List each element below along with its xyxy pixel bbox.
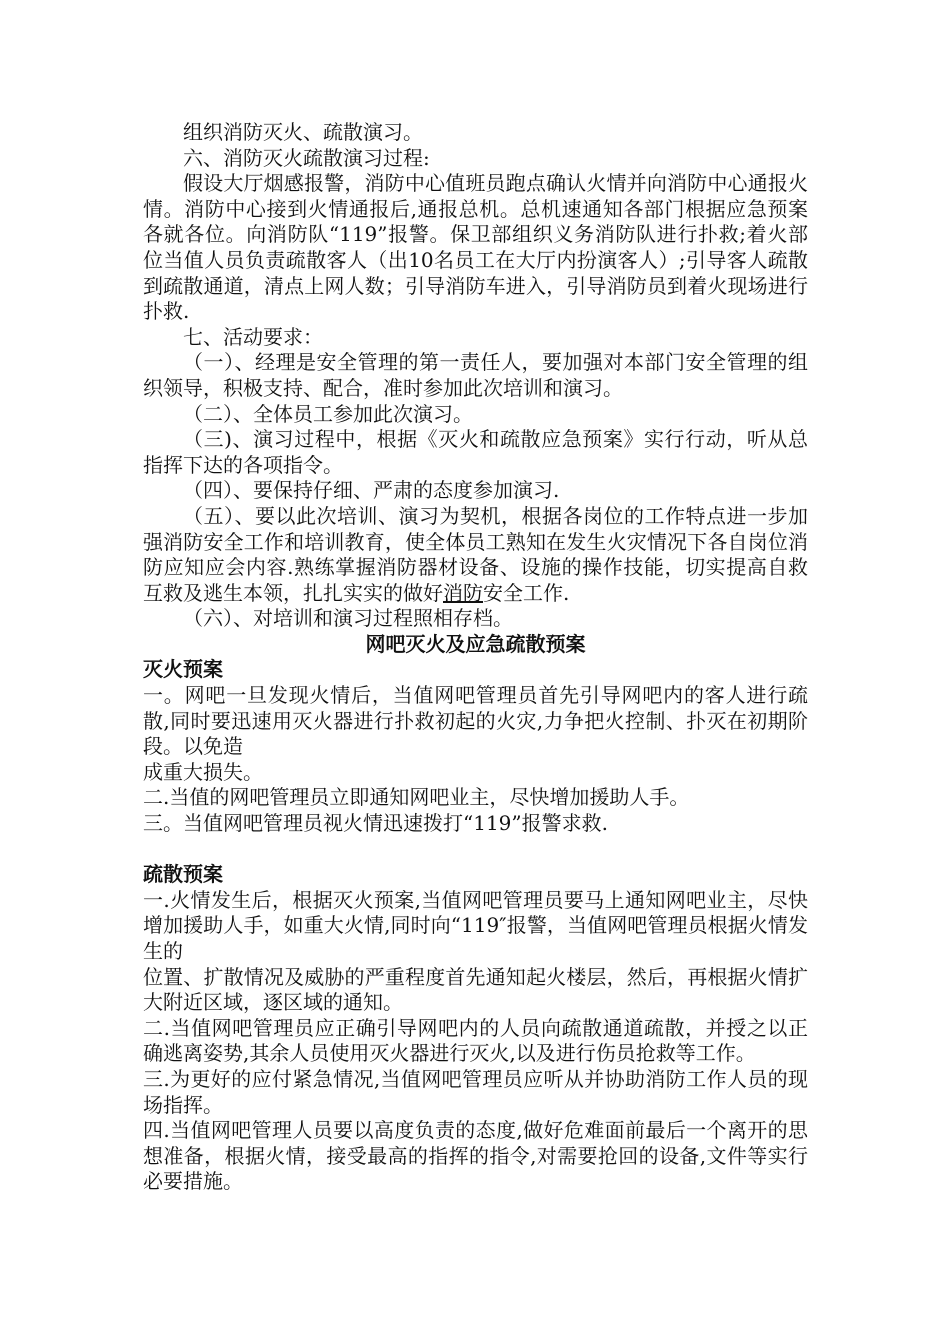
- fire-item-1: 一。网吧一旦发现火情后，当值网吧管理员首先引导网吧内的客人进行疏散,同时要迅速用灭火器进行扑救初起的火灾,力争把火控制、扑灭在初期阶段。以免造: [143, 683, 808, 759]
- plan-title: 网吧灭火及应急疏散预案: [365, 631, 586, 656]
- evac-item-1-continued: 位置、扩散情况及威胁的严重程度首先通知起火楼层，然后，再根据火情扩大附近区域，逐区域的通知。: [143, 964, 808, 1015]
- evacuation-plan-heading: 疏散预案: [143, 862, 223, 887]
- requirement-5-end: 安全工作.: [483, 580, 570, 605]
- requirement-5-underlined: 消防: [443, 580, 483, 605]
- fire-item-1-continued: 成重大损失。: [143, 759, 263, 784]
- requirement-5-text: （五）、要以此次培训、演习为契机，根据各岗位的工作特点进一步加强消防安全工作和培训教育，使全体员工熟知在发生火灾情况下各自岗位消防应知应会内容.熟练掌握消防器材设备、设施的操作技能，切实提高自救互救及逃生本领，扎扎实实的做好: [143, 503, 808, 605]
- fire-item-2: 二.当值的网吧管理员立即通知网吧业主，尽快增加援助人手。: [143, 785, 690, 810]
- requirement-4: （四）、要保持仔细、严肃的态度参加演习.: [183, 478, 560, 503]
- evac-item-3: 三.为更好的应付紧急情况,当值网吧管理员应听从并协助消防工作人员的现场指挥。: [143, 1066, 808, 1117]
- requirement-5: [143, 504, 808, 606]
- requirement-2: （二）、全体员工参加此次演习。: [183, 401, 473, 426]
- paragraph-drill-intro: 组织消防灭火、疏散演习。: [183, 120, 423, 144]
- fire-plan-heading: 灭火预案: [143, 657, 223, 682]
- section-six-heading: 六、消防灭火疏散演习过程:: [183, 145, 430, 170]
- paragraph-drill-process: 假设大厅烟感报警，消防中心值班员跑点确认火情并向消防中心通报火情。消防中心接到火情通报后,通报总机。总机速通知各部门根据应急预案各就各位。向消防队“119”报警。保卫部组织义务消防队进行扑救;着火部位当值人员负责疏散客人（出10名员工在大厅内扮演客人）;引导客人疏散到疏散通道，清点上网人数；引导消防车进入，引导消防员到着火现场进行扑救.: [143, 171, 808, 324]
- fire-item-3: 三。当值网吧管理员视火情迅速拨打“119”报警求救.: [143, 811, 608, 836]
- document-page: [143, 120, 808, 1195]
- section-seven-heading: 七、活动要求：: [183, 324, 323, 349]
- requirement-6: （六）、对培训和演习过程照相存档。: [183, 606, 513, 631]
- evac-item-1: 一.火情发生后，根据灭火预案,当值网吧管理员要马上通知网吧业主，尽快增加援助人手，如重大火情,同时向“119″报警，当值网吧管理员根据火情发生的: [143, 887, 808, 963]
- requirement-1: （一）、经理是安全管理的第一责任人，要加强对本部门安全管理的组织领导，积极支持、配合，准时参加此次培训和演习。: [143, 350, 808, 400]
- evac-item-2: 二.当值网吧管理员应正确引导网吧内的人员向疏散通道疏散，并授之以正确逃离姿势,其余人员使用灭火器进行灭火,以及进行伤员抢救等工作。: [143, 1015, 808, 1066]
- evac-item-4: 四.当值网吧管理人员要以高度负责的态度,做好危难面前最后一个离开的思想准备，根据火情，接受最高的指挥的指令,对需要抢回的设备,文件等实行必要措施。: [143, 1118, 808, 1194]
- blank-line: [143, 837, 808, 863]
- requirement-3: （三)、演习过程中，根据《灭火和疏散应急预案》实行行动，听从总指挥下达的各项指令。: [143, 427, 808, 477]
